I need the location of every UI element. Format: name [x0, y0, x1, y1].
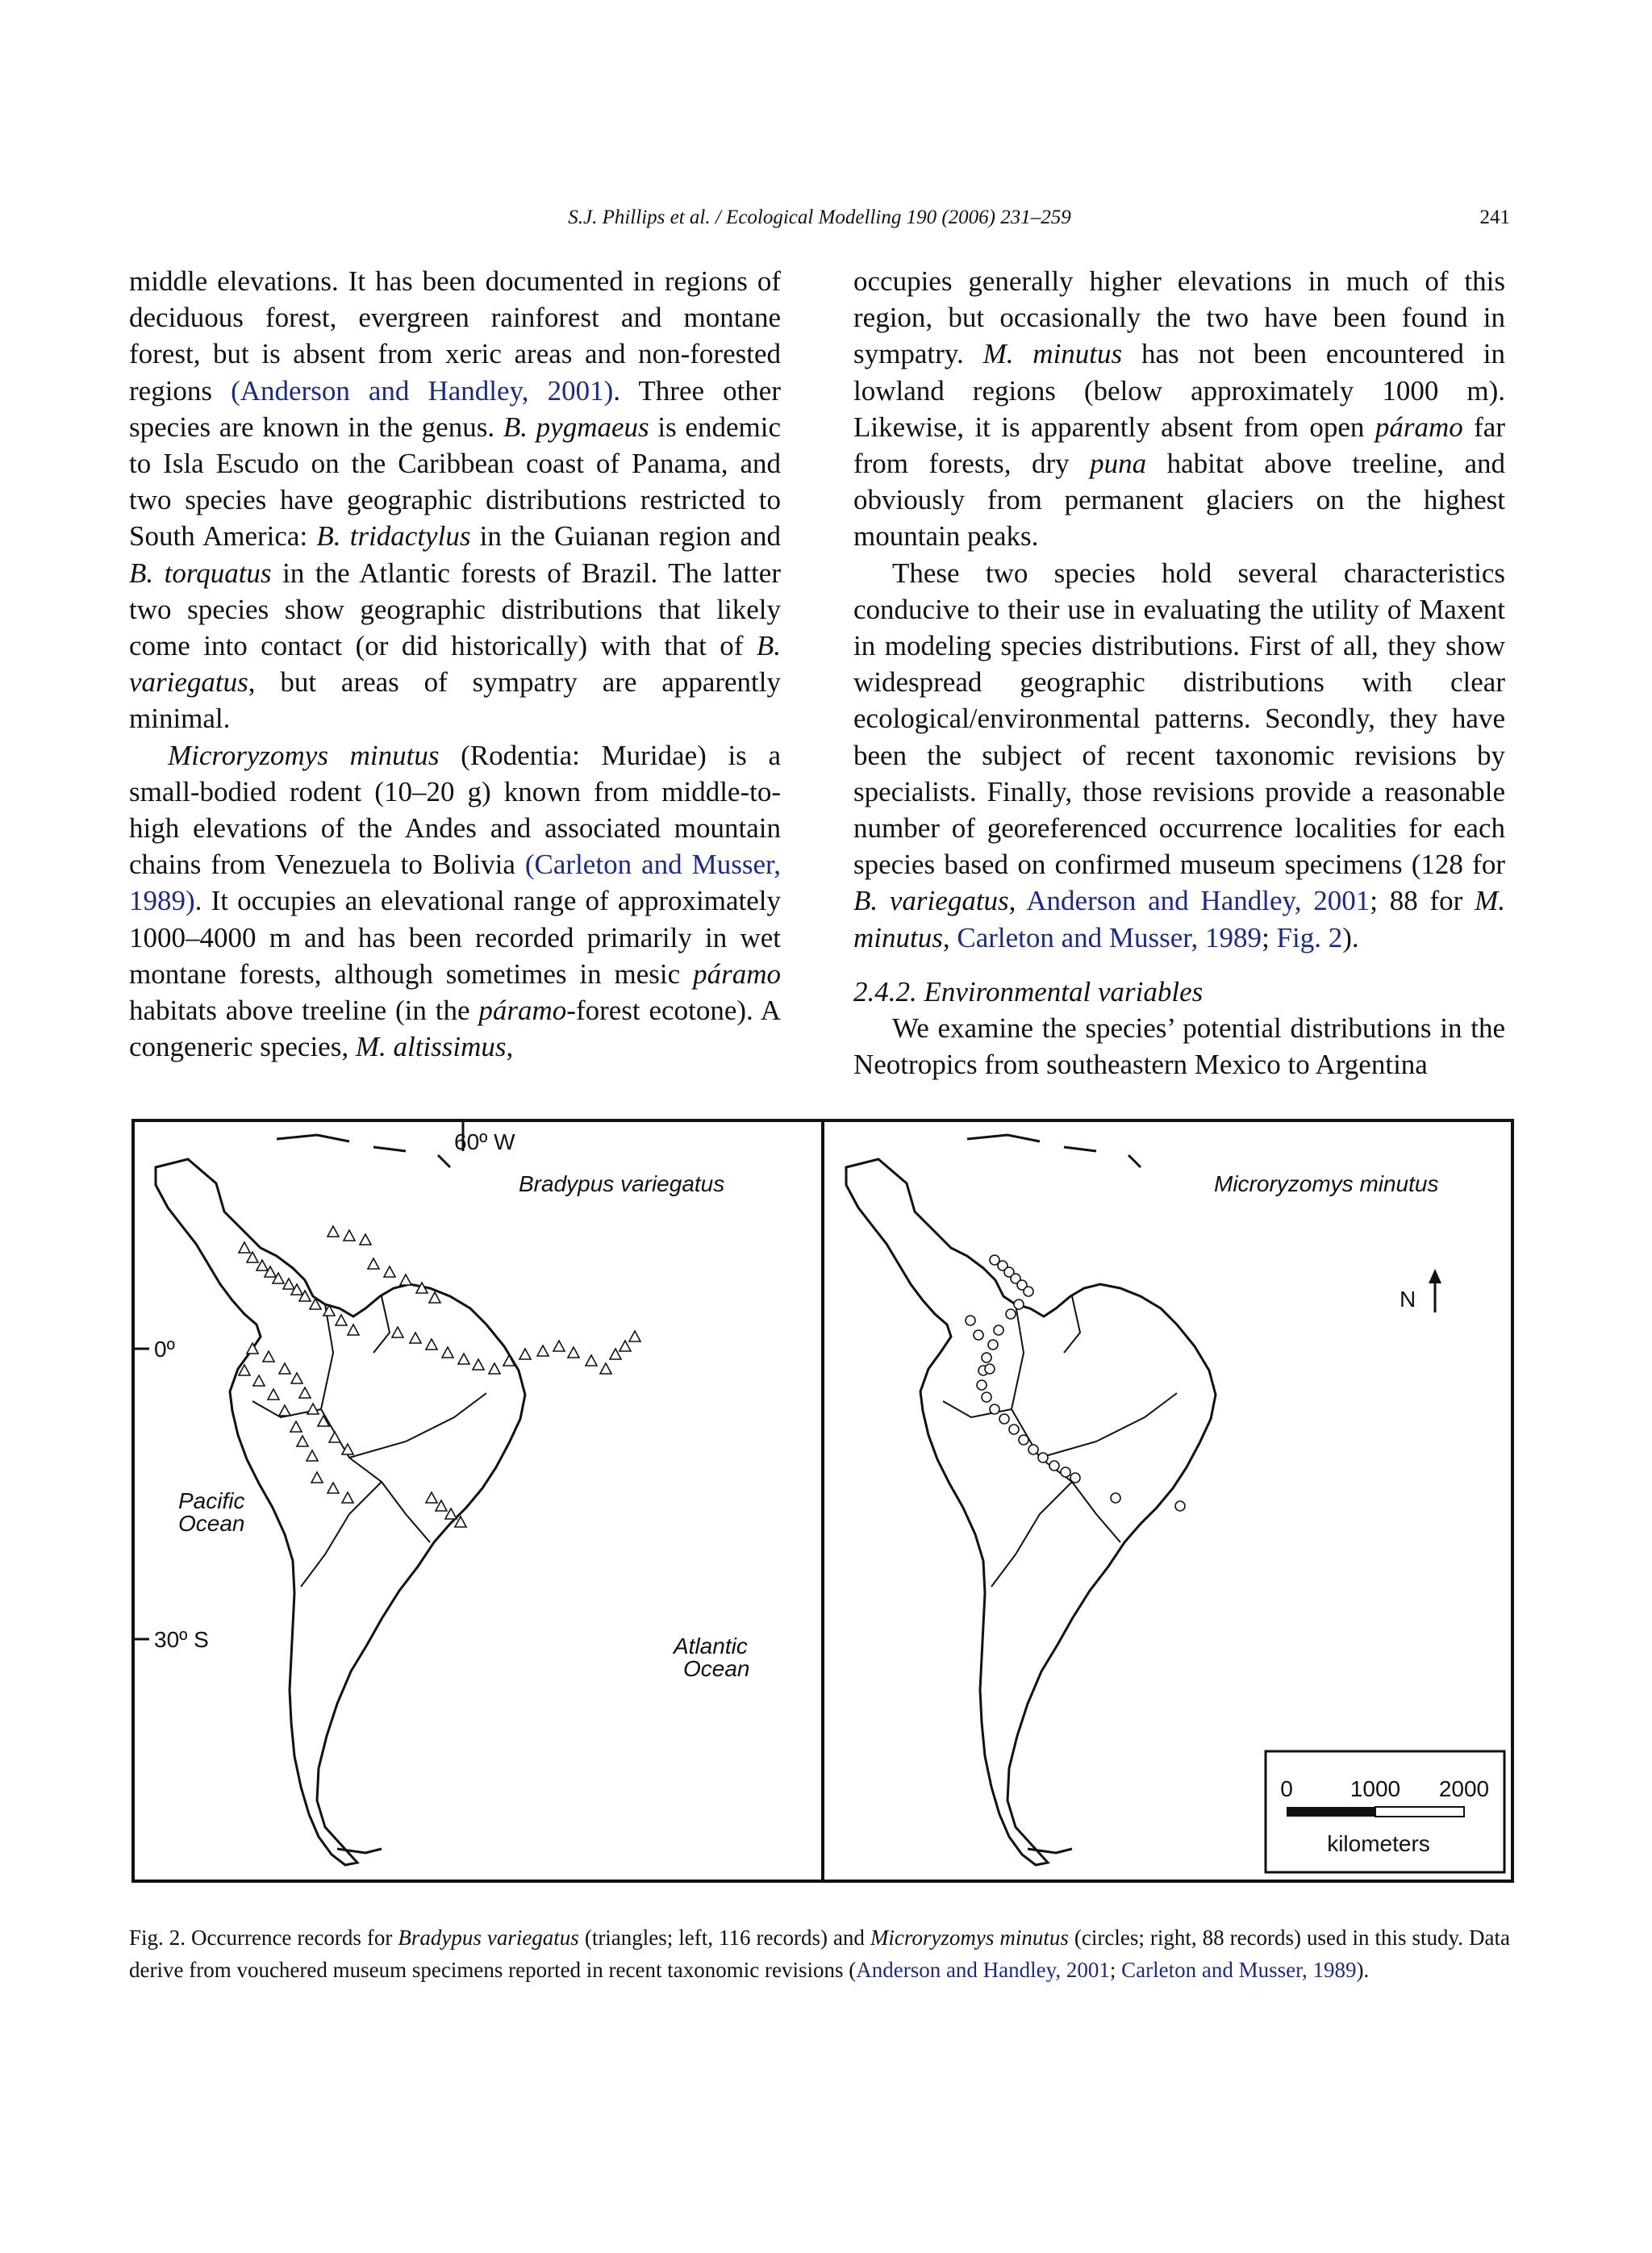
figure-link[interactable]: Fig. 2: [1276, 921, 1343, 953]
text-run: ).: [1356, 1958, 1370, 1982]
species-name: B. tridactylus: [316, 520, 471, 553]
species-name: Bradypus variegatus: [398, 1925, 579, 1950]
occurrence-triangle: [537, 1346, 549, 1356]
term: páramo: [478, 995, 567, 1027]
lat-label-30s: 30º S: [154, 1627, 209, 1652]
ocean-label-pacific-2: Ocean: [178, 1511, 245, 1536]
occurrence-triangle: [519, 1349, 531, 1359]
caribbean-islands-right: [967, 1135, 1141, 1167]
text-run: ,: [1008, 885, 1027, 917]
species-label-left: Bradypus variegatus: [519, 1171, 725, 1196]
occurrence-circle: [982, 1392, 991, 1402]
species-name: M. altissimus: [355, 1031, 507, 1063]
term: páramo: [693, 958, 781, 990]
species-name: B. variegatus: [853, 885, 1009, 917]
text-run: ; 88 for: [1370, 885, 1475, 917]
text-run: far from forests, dry: [853, 411, 1505, 480]
text-run: ,: [506, 1031, 514, 1063]
scale-segment-filled: [1287, 1807, 1375, 1817]
occurrence-circle: [988, 1340, 998, 1350]
species-name: Microryzomys minutus: [168, 739, 440, 771]
scale-label-0: 0: [1280, 1776, 1293, 1801]
scale-bar: [1266, 1751, 1504, 1872]
species-name: M. minutus: [982, 338, 1123, 370]
occurrence-triangle: [368, 1258, 379, 1269]
species-label-right: Microryzomys minutus: [1214, 1171, 1439, 1196]
text-run: ;: [1109, 1958, 1122, 1982]
species-name: Microryzomys minutus: [870, 1925, 1069, 1950]
occurrence-circle: [1111, 1493, 1120, 1503]
citation-link[interactable]: Carleton and Musser, 1989: [957, 921, 1262, 953]
journal-citation: S.J. Phillips et al. / Ecological Modelling 190 (2006) 231–259: [568, 207, 1071, 228]
occurrence-triangle: [360, 1234, 371, 1245]
right-column: [853, 263, 1505, 1083]
right-paragraph-3: We examine the species’ potential distributions in the Neotropics from southeastern Mexico to Argentina: [853, 1012, 1505, 1081]
caribbean-islands: [277, 1135, 450, 1167]
left-map-panel: [133, 1120, 750, 1865]
text-run: (triangles; left, 116 records) and: [578, 1925, 870, 1950]
occurrence-circle: [977, 1380, 987, 1390]
text-run: occupies generally higher elevations in much of this region, but occasionally the two have been found in sympatry.: [853, 265, 1505, 370]
ocean-label-atlantic-2: Ocean: [683, 1656, 750, 1681]
citation-link[interactable]: Anderson and Handley, 2001: [856, 1958, 1110, 1982]
occurrence-circle: [1028, 1445, 1038, 1454]
text-run: ,: [942, 921, 957, 953]
occurrence-triangle: [384, 1266, 395, 1277]
north-arrow: [1400, 1269, 1441, 1312]
text-run: ;: [1262, 921, 1277, 953]
ocean-label-pacific-1: Pacific: [178, 1488, 245, 1513]
text-run: Fig. 2. Occurrence records for: [129, 1925, 398, 1950]
text-run: habitats above treeline (in the: [129, 995, 479, 1027]
occurrence-circle: [1175, 1501, 1185, 1511]
lon-label-60w: 60º W: [454, 1129, 515, 1154]
text-run: , but areas of sympatry are apparently minimal.: [129, 666, 781, 735]
occurrence-circle: [1009, 1425, 1019, 1434]
citation-link[interactable]: Carleton and Musser, 1989: [1121, 1958, 1357, 1982]
occurrence-circle: [1024, 1287, 1033, 1296]
occurrence-circle: [985, 1364, 995, 1374]
figure-caption: [129, 1921, 1510, 1986]
occurrence-triangle: [568, 1347, 579, 1358]
right-paragraph-1: [853, 263, 1505, 555]
text-run: (Rodentia: Muridae) is a small-bodied rodent (10–20 g) known from middle-to-high elevations of the Andes and associated mountain chains from Venezuela to Bolivia: [129, 739, 781, 881]
text-run: has not been encountered in lowland regions (below approximately 1000 m). Likewise, it is apparently absent from open: [853, 338, 1505, 443]
text-run: is endemic to Isla Escudo on the Caribbean coast of Panama, and two species have geographic distributions restricted to South America:: [129, 411, 781, 553]
text-run: middle elevations. It has been documented in regions of deciduous forest, evergreen rainforest and montane forest, but is absent from xeric areas and non-forested regions: [129, 265, 781, 407]
occurrence-triangle: [629, 1331, 640, 1341]
occurrence-circle: [974, 1330, 983, 1340]
figure-2: [131, 1119, 1514, 1883]
running-header: [129, 207, 1510, 239]
left-column: [129, 263, 781, 1065]
occurrence-triangle: [344, 1230, 355, 1241]
occurrence-circle: [1061, 1467, 1070, 1477]
species-name: B. torquatus: [129, 557, 272, 589]
citation-link[interactable]: (Carleton and Musser, 1989): [129, 849, 781, 917]
occurrence-triangle: [553, 1341, 565, 1351]
scale-segment-empty: [1375, 1807, 1464, 1817]
occurrence-circle: [999, 1414, 1009, 1424]
occurrence-circle: [1006, 1309, 1016, 1319]
scale-unit-label: kilometers: [1327, 1831, 1430, 1856]
text-run: in the Atlantic forests of Brazil. The latter two species show geographic distributions that likely come into contact (or did historically) with that of: [129, 557, 781, 662]
citation-link[interactable]: (Anderson and Handley, 2001): [231, 374, 614, 407]
term: puna: [1090, 448, 1147, 480]
occurrence-triangle: [586, 1355, 597, 1366]
term: páramo: [1375, 411, 1463, 443]
section-heading: 2.4.2. Environmental variables: [853, 975, 1204, 1008]
text-run: . Three other species are known in the genus.: [129, 374, 781, 443]
occurrence-triangle: [600, 1363, 611, 1374]
occurrence-circle: [1049, 1461, 1059, 1471]
species-name: M. minutus: [853, 885, 1505, 953]
scale-label-2000: 2000: [1438, 1776, 1490, 1801]
left-paragraph-2: [129, 737, 781, 1066]
north-label: N: [1400, 1287, 1416, 1312]
text-run: habitat above treeline, and obviously from permanent glaciers on the highest mountain peaks.: [853, 448, 1505, 553]
lat-label-equator: 0º: [154, 1337, 175, 1362]
north-arrow-head: [1429, 1269, 1441, 1283]
occurrence-triangle: [327, 1226, 339, 1237]
text-run: These two species hold several characteristics conducive to their use in evaluating the utility of Maxent in modeling species distributions. First of all, they show widespread geographic distributions with clear ecological/environmental patterns. Secondly, they have been the subject of recent taxonomic revisions by specialists. Finally, those revisions provide a reasonable number of georeferenced occurrence localities for each species based on confirmed museum specimens (128 for: [853, 557, 1505, 881]
occurrence-circle: [982, 1353, 991, 1362]
species-name: B. variegatus: [129, 630, 781, 699]
left-paragraph-1: [129, 263, 781, 737]
occurrence-circle: [990, 1404, 999, 1414]
text-run: ).: [1342, 921, 1359, 953]
occurrence-circle: [966, 1316, 975, 1325]
text-run: in the Guianan region and: [470, 520, 781, 553]
occurrence-circle: [994, 1325, 1003, 1335]
occurrence-triangle: [620, 1341, 631, 1351]
text-run: (circles; right, 88 records) used in this study. Data derive from vouchered museum specimens reported in recent taxonomic revisions (: [129, 1925, 1511, 1982]
citation-link[interactable]: Anderson and Handley, 2001: [1026, 885, 1370, 917]
occurrence-circle: [1070, 1473, 1080, 1483]
occurrence-circle: [1038, 1453, 1048, 1462]
figure-2-svg: [131, 1119, 1514, 1883]
occurrence-circle: [1014, 1300, 1024, 1309]
south-america-outline-right: [846, 1159, 1216, 1865]
ocean-label-atlantic-1: Atlantic: [674, 1633, 748, 1658]
right-paragraph-2: [853, 555, 1505, 956]
scale-label-1000: 1000: [1350, 1776, 1401, 1801]
page-number: 241: [1479, 207, 1510, 228]
species-name: B. pygmaeus: [503, 411, 649, 443]
occurrence-circle: [1019, 1435, 1028, 1445]
right-map-panel: [846, 1135, 1504, 1872]
text-run: -forest ecotone). A congeneric species,: [129, 995, 781, 1063]
text-run: . It occupies an elevational range of approximately 1000–4000 m and has been recorded primarily in wet montane forests, although sometimes in mesic: [129, 885, 781, 990]
occurrence-triangle: [400, 1275, 411, 1285]
